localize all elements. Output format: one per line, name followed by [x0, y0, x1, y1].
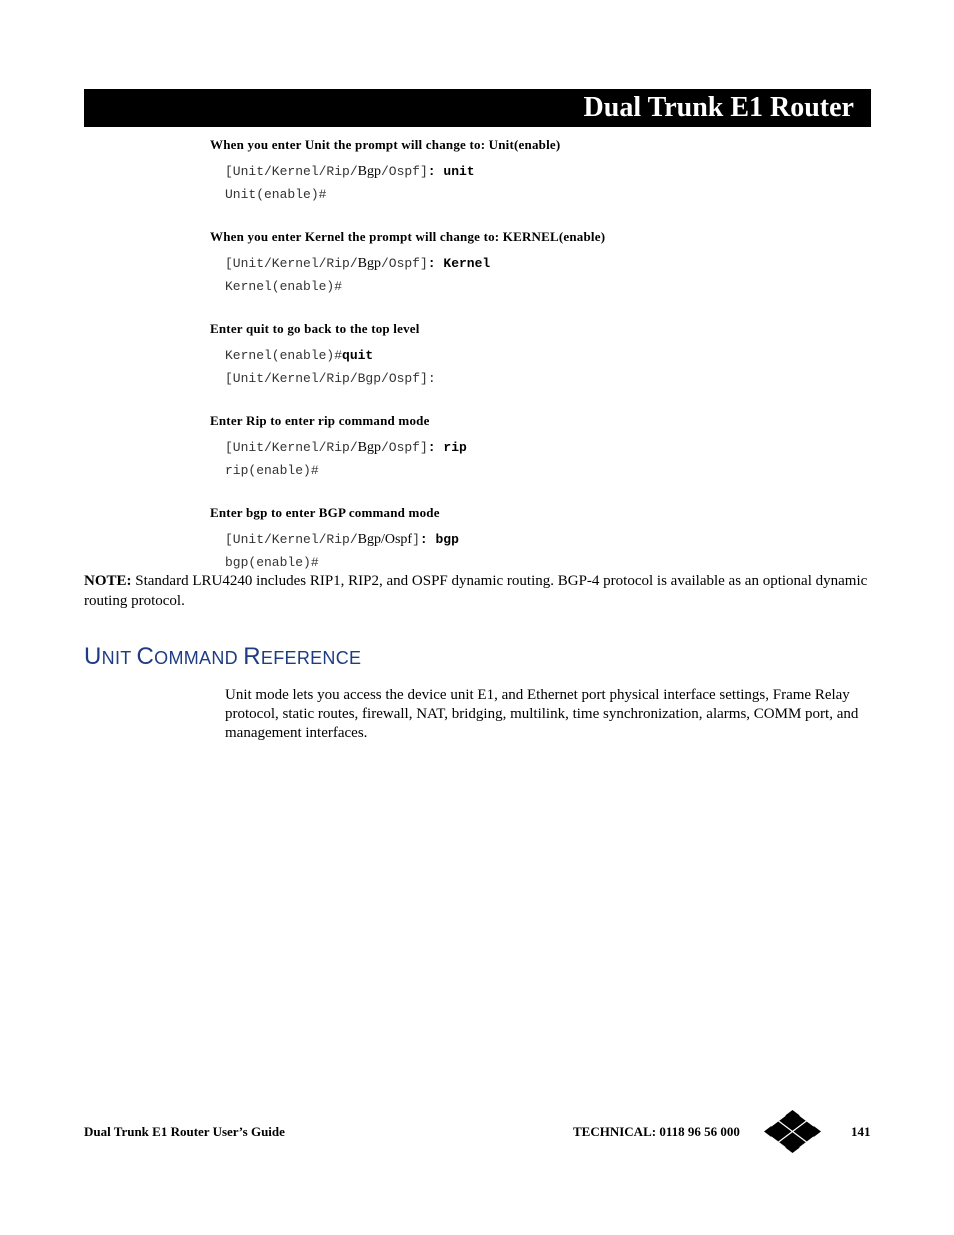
black-box-logo-icon [764, 1110, 821, 1153]
code-line: [Unit/Kernel/Rip/Bgp/Ospf]: rip [225, 440, 467, 455]
instruction-heading: Enter quit to go back to the top level [210, 321, 420, 336]
page-number: 141 [851, 1124, 871, 1139]
code-line: bgp(enable)# [225, 555, 319, 570]
footer-guide-title: Dual Trunk E1 Router User’s Guide [84, 1124, 285, 1139]
instruction-heading: When you enter Unit the prompt will change to: Unit(enable) [210, 137, 561, 152]
note-paragraph [84, 571, 871, 611]
code-line: Kernel(enable)#quit [225, 348, 374, 363]
note-label: NOTE: [84, 573, 132, 589]
code-line: rip(enable)# [225, 463, 319, 478]
footer-technical-phone: TECHNICAL: 0118 96 56 000 [573, 1124, 740, 1139]
code-line: Kernel(enable)# [225, 279, 343, 294]
section-title: UNIT COMMAND REFERENCE [84, 643, 362, 670]
code-line: [Unit/Kernel/Rip/Bgp/Ospf]: Kernel [225, 256, 491, 271]
code-line: [Unit/Kernel/Rip/Bgp/Ospf]: bgp [225, 532, 459, 547]
instruction-heading: Enter Rip to enter rip command mode [210, 413, 430, 428]
code-line: [Unit/Kernel/Rip/Bgp/Ospf]: unit [225, 164, 475, 179]
note-text: Standard LRU4240 includes RIP1, RIP2, and OSPF dynamic routing. BGP-4 protocol is available as an optional dynamic routing protocol. [84, 573, 868, 609]
instruction-heading: Enter bgp to enter BGP command mode [210, 505, 440, 520]
code-line: [Unit/Kernel/Rip/Bgp/Ospf]: [225, 371, 436, 386]
instruction-heading: When you enter Kernel the prompt will change to: KERNEL(enable) [210, 229, 606, 244]
page-title: Dual Trunk E1 Router [583, 92, 854, 123]
section-body: Unit mode lets you access the device unit E1, and Ethernet port physical interface settings, Frame Relay protocol, static routes, firewall, NAT, bridging, multilink, time synchronization, alarms, COMM port, and management interfaces. [225, 687, 859, 741]
header-banner [84, 89, 871, 127]
code-line: Unit(enable)# [225, 187, 327, 202]
